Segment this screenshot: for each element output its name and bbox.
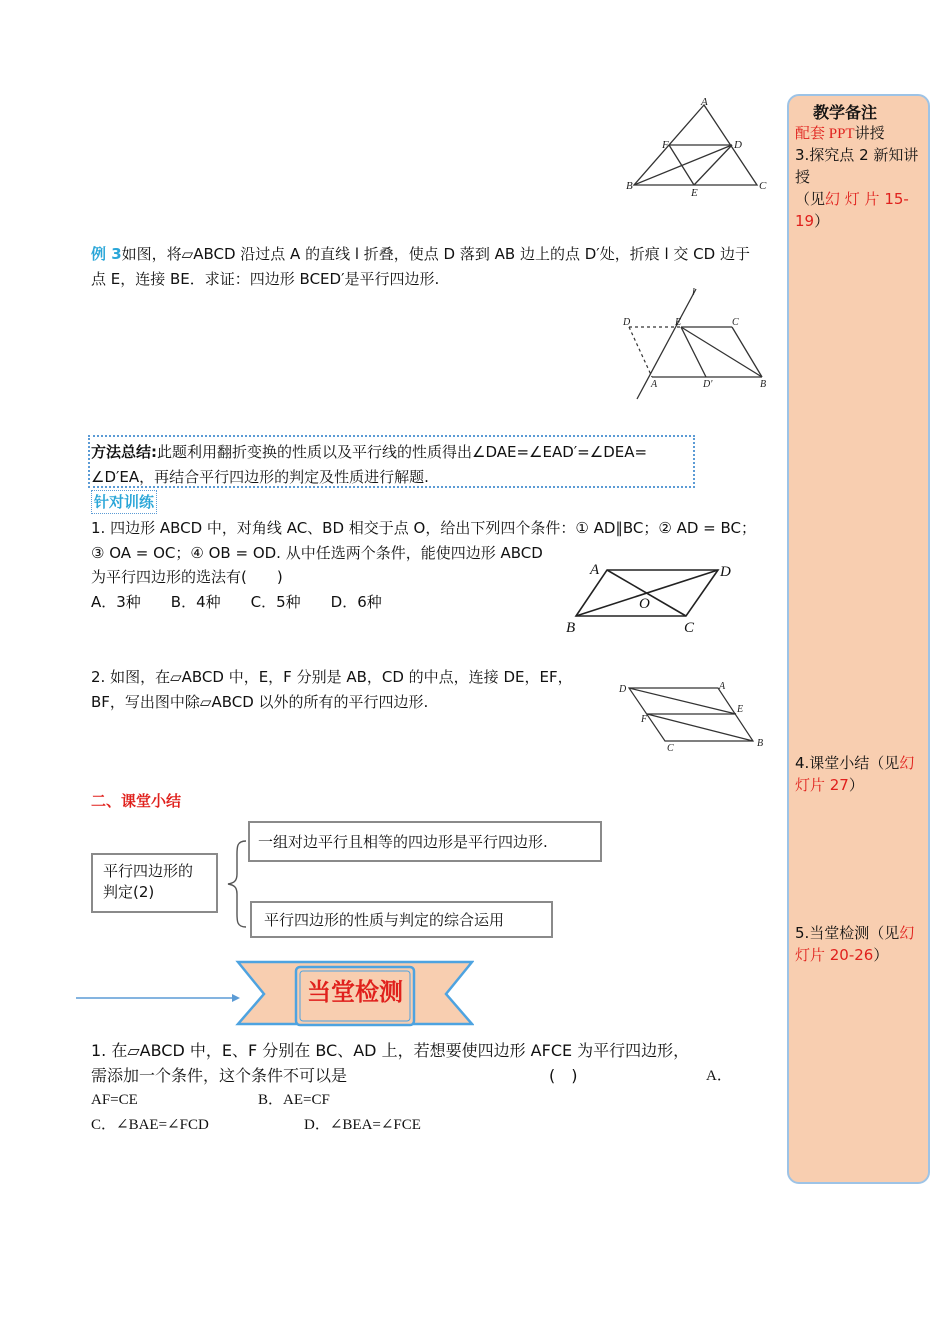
fig1-label-A: A xyxy=(701,96,708,108)
fig2-label-D: D xyxy=(623,317,631,328)
test-q1-line1: 1. 在▱ABCD 中，E、F 分别在 BC、AD 上，若想要使四边形 AFCE 为平行四边形， xyxy=(91,1041,690,1060)
sidebar-note-3-line2: 灯片 20-26） xyxy=(795,946,889,964)
training-q1-line1: 1. 四边形 ABCD 中，对角线 AC、BD 相交于点 O，给出下列四个条件：① AD∥BC；② AD = BC； xyxy=(91,519,757,537)
sidebar-title: 教学备注 xyxy=(813,103,878,122)
fig3-label-B: B xyxy=(566,620,576,636)
teaching-notes-sidebar xyxy=(787,94,930,1184)
summary-topic-line2: 判定(2) xyxy=(103,883,155,901)
fig2-label-A: A xyxy=(651,379,658,390)
fig4-label-D: D xyxy=(619,684,627,695)
figure-fold xyxy=(615,285,775,410)
figure-parallelogram-diagonals xyxy=(562,558,747,638)
sidebar-note-2-line2: 灯片 27） xyxy=(795,776,864,794)
fig3-label-A: A xyxy=(590,562,600,578)
summary-item-1: 一组对边平行且相等的四边形是平行四边形. xyxy=(248,821,602,862)
example-3-line2: 点 E，连接 BE．求证：四边形 BCED′是平行四边形. xyxy=(91,270,440,288)
fig4-label-B: B xyxy=(757,738,764,749)
sidebar-note-1-line1: 3.探究点 2 新知讲 xyxy=(795,146,919,164)
fig2-label-E: E xyxy=(675,317,682,328)
fig3-label-C: C xyxy=(684,620,695,636)
fig4-label-A: A xyxy=(719,681,726,692)
fig1-label-C: C xyxy=(759,180,767,192)
training-q2-line1: 2. 如图，在▱ABCD 中，E，F 分别是 AB，CD 的中点，连接 DE，EF， xyxy=(91,668,573,686)
test-q1-line2: 需添加一个条件，这个条件不可以是 xyxy=(91,1066,348,1085)
sidebar-note-2-line1: 4.课堂小结（见幻 xyxy=(795,754,915,772)
training-heading: 针对训练 xyxy=(91,490,157,514)
test-q1-optC: C．∠BAE=∠FCD xyxy=(91,1117,209,1133)
test-q1-paren: ( ) xyxy=(549,1066,578,1085)
summary-heading: 二、课堂小结 xyxy=(91,792,182,810)
example-3-tag: 例 3 xyxy=(91,245,122,263)
figure-triangle xyxy=(620,95,770,200)
sidebar-note-3-line1: 5.当堂检测（见幻 xyxy=(795,924,915,942)
training-q1-options: A．3种 B．4种 C．5种 D．6种 xyxy=(91,593,382,611)
method-summary-line1: 方法总结:此题利用翻折变换的性质以及平行线的性质得出∠DAE=∠EAD′=∠DEA= xyxy=(91,443,648,461)
sidebar-ppt-note: 配套 PPT讲授 xyxy=(795,124,885,142)
fig1-label-F: F xyxy=(662,139,669,151)
fig3-label-D: D xyxy=(720,564,731,580)
fig2-label-B: B xyxy=(760,379,767,390)
test-q1-optA-label: A． xyxy=(706,1068,732,1084)
fig2-label-C: C xyxy=(732,317,739,328)
summary-topic-box xyxy=(91,853,218,913)
fig3-label-O: O xyxy=(639,596,650,612)
method-summary-line2: ∠D′EA，再结合平行四边形的判定及性质进行解题. xyxy=(91,468,429,486)
training-q2-line2: BF，写出图中除▱ABCD 以外的所有的平行四边形. xyxy=(91,693,429,711)
test-banner xyxy=(74,958,474,1028)
sidebar-note-1-line2: 授 xyxy=(795,168,811,186)
summary-item-2: 平行四边形的性质与判定的综合运用 xyxy=(250,901,553,938)
test-q1-optB: B．AE=CF xyxy=(258,1092,330,1108)
training-q1-line2: ③ OA = OC；④ OB = OD. 从中任选两个条件，能使四边形 ABCD xyxy=(91,544,543,562)
fig1-label-B: B xyxy=(626,180,633,192)
fig4-label-E: E xyxy=(737,704,744,715)
sidebar-note-1-line4: 19） xyxy=(795,212,830,230)
training-q1-line3: 为平行四边形的选法有( ) xyxy=(91,568,283,586)
test-q1-optA: AF=CE xyxy=(91,1092,138,1108)
test-banner-title: 当堂检测 xyxy=(307,978,403,1006)
test-q1-optD: D．∠BEA=∠FCE xyxy=(304,1117,421,1133)
sidebar-note-1-line3: （见幻 灯 片 15- xyxy=(795,190,909,208)
fig2-label-D-prime: D' xyxy=(703,379,713,390)
fig4-label-F: F xyxy=(641,714,648,725)
fig2-label-l: l xyxy=(692,287,695,298)
fig1-label-E: E xyxy=(691,187,698,199)
fig4-label-C: C xyxy=(667,743,674,754)
summary-topic-line1: 平行四边形的 xyxy=(103,862,194,880)
fig1-label-D: D xyxy=(734,139,742,151)
example-3-line1: 例 3如图，将▱ABCD 沿过点 A 的直线 l 折叠，使点 D 落到 AB 边上的点 D′处，折痕 l 交 CD 边于 xyxy=(91,245,750,263)
figure-parallelogram-midpoints xyxy=(615,678,775,758)
